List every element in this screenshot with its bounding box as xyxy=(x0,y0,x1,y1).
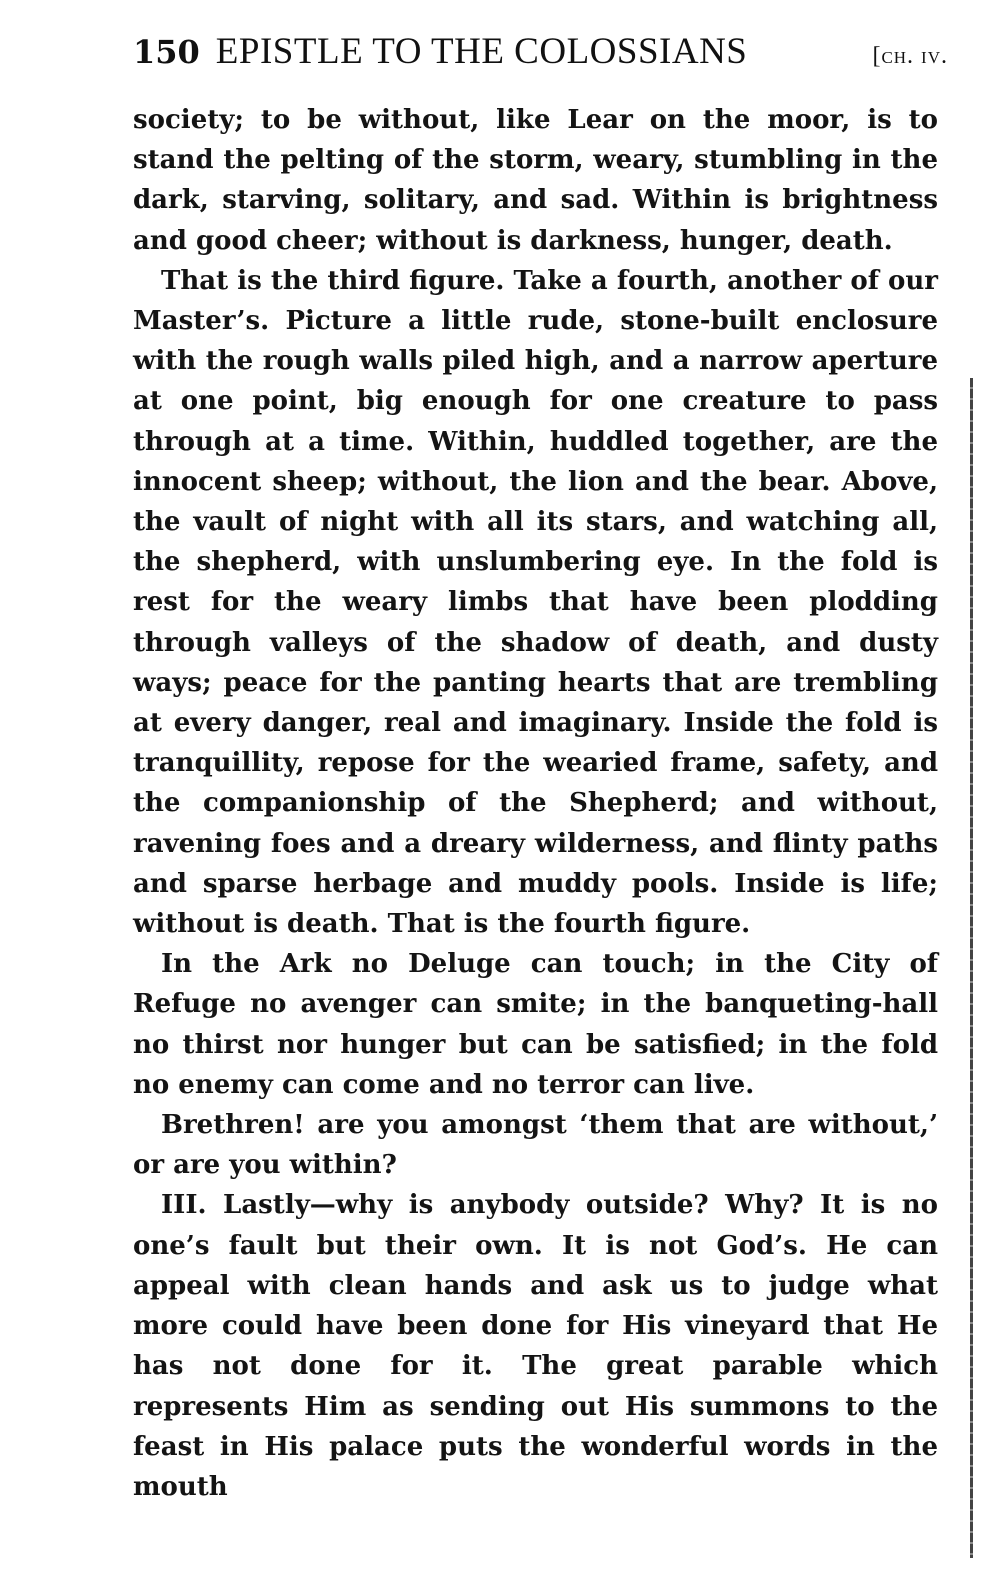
body-text xyxy=(133,100,938,1507)
paragraph-ark: In the Ark no Deluge can touch; in the City of Refuge no avenger can smite; in the banqueting-hall no thirst nor hunger but can be satisfied; in the fold no enemy can come and no terror can live. xyxy=(133,949,938,1100)
paragraph-fourth-figure: That is the third figure. Take a fourth, another of our Master’s. Picture a little rude, stone-built enclosure with the rough walls piled high, and a narrow aperture at one point, big enough for one creature to pass through at a time. Within, huddled together, are the innocent sheep; without, the lion and the bear. Above, the vault of night with all its stars, and watching all, the shepherd, with unslumbering eye. In the fold is rest for the weary limbs that have been plodding through valleys of the shadow of death, and dusty ways; peace for the panting hearts that are trembling at every danger, real and imaginary. Inside the fold is tranquillity, repose for the wearied frame, safety, and the companionship of the Shepherd; and without, ravening foes and a dreary wilderness, and flinty paths and sparse herbage and muddy pools. Inside is life; without is death. That is the fourth figure. xyxy=(133,265,938,940)
page-header xyxy=(133,30,948,80)
paragraph-lastly: III. Lastly—why is anybody outside? Why? It is no one’s fault but their own. It is not God’s. He can appeal with clean hands and ask us to judge what more could have been done for His vineyard that He has not done for it. The great parable which represents Him as sending out His summons to the feast in His palace puts the wonderful words in the mouth xyxy=(133,1190,938,1502)
paragraph-continuation: society; to be without, like Lear on the moor, is to stand the pelting of the storm, weary, stumbling in the dark, starving, solitary, and sad. Within is brightness and good cheer; without is darkness, hunger, death. xyxy=(133,105,938,256)
paragraph-brethren: Brethren! are you amongst ‘them that are without,’ or are you within? xyxy=(133,1110,938,1181)
page-number: 150 xyxy=(133,33,200,71)
chapter-reference: [ch. iv. xyxy=(872,43,948,69)
scan-margin-edge xyxy=(970,378,973,1558)
running-title: EPISTLE TO THE COLOSSIANS xyxy=(215,31,748,72)
